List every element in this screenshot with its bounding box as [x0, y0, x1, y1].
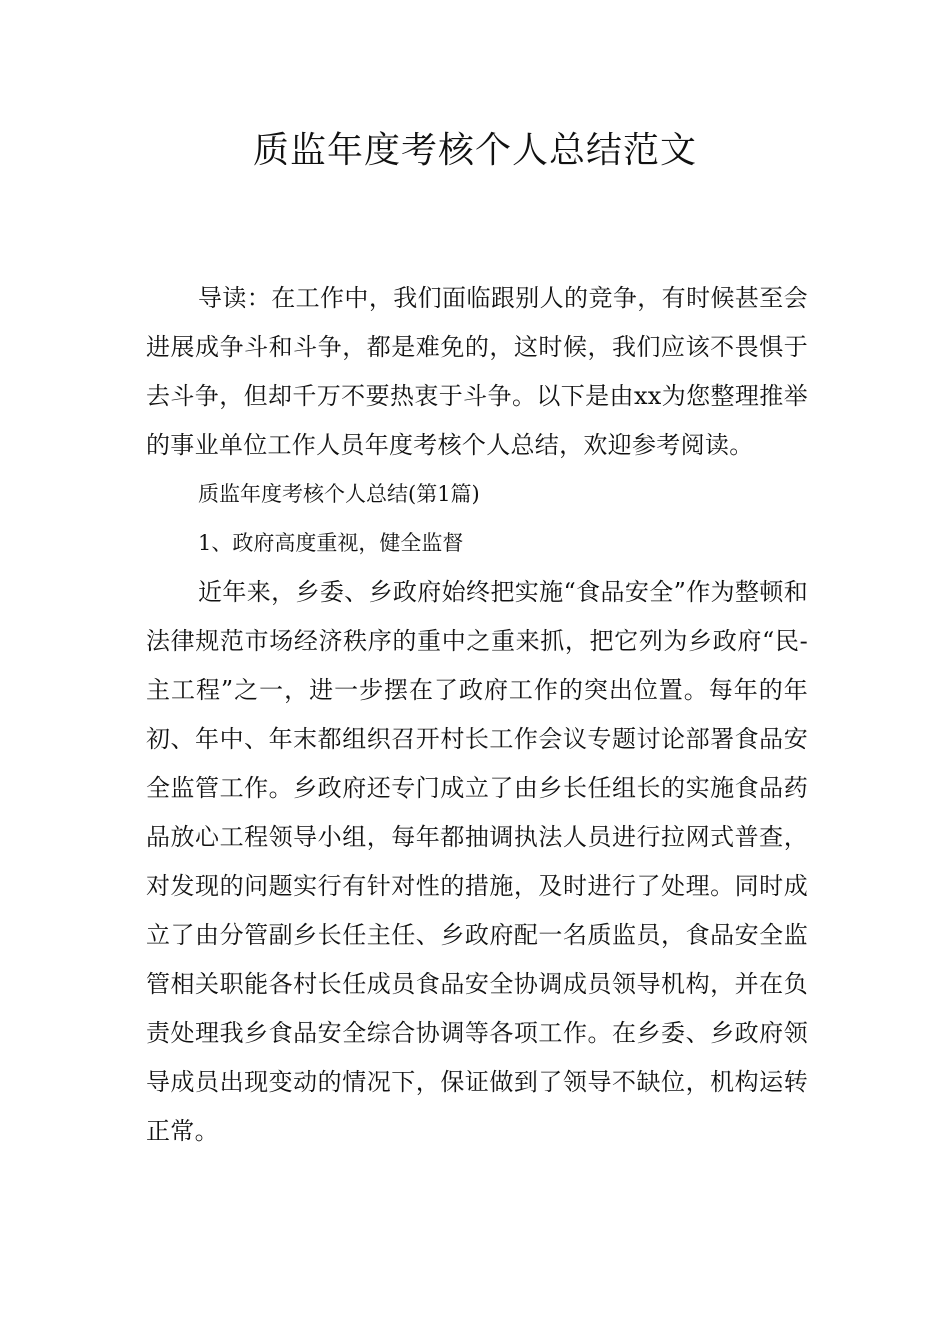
section-title: 质监年度考核个人总结(第1篇) [198, 482, 480, 506]
body-paragraph: 近年来，乡委、乡政府始终把实施“食品安全”作为整顿和法律规范市场经济秩序的重中之重来抓，把它列为乡政府“民-主工程”之一，进一步摆在了政府工作的突出位置。每年的年初、年中、年末都组织召开村长工作会议专题讨论部署食品安全监管工作。乡政府还专门成立了由乡长任组长的实施食品药品放心工程领导小组，每年都抽调执法人员进行拉网式普查，对发现的问题实行有针对性的措施，及时进行了处理。同时成立了由分管副乡长任主任、乡政府配一名质监员，食品安全监管相关职能各村长任成员食品安全协调成员领导机构，并在负责处理我乡食品安全综合协调等各项工作。在乡委、乡政府领导成员出现变动的情况下，保证做到了领导不缺位，机构运转正常。 [146, 578, 808, 1145]
document-title: 质监年度考核个人总结范文 [252, 130, 697, 171]
intro-paragraph: 导读：在工作中，我们面临跟别人的竞争，有时候甚至会进展成争斗和斗争，都是难免的，这时候，我们应该不畏惧于去斗争，但却千万不要热衷于斗争。以下是由xx为您整理推举的事业单位工作人员年度考核个人总结，欢迎参考阅读。 [146, 284, 808, 459]
document-body [146, 274, 808, 1156]
subheading: 1、政府高度重视，健全监督 [198, 531, 464, 555]
